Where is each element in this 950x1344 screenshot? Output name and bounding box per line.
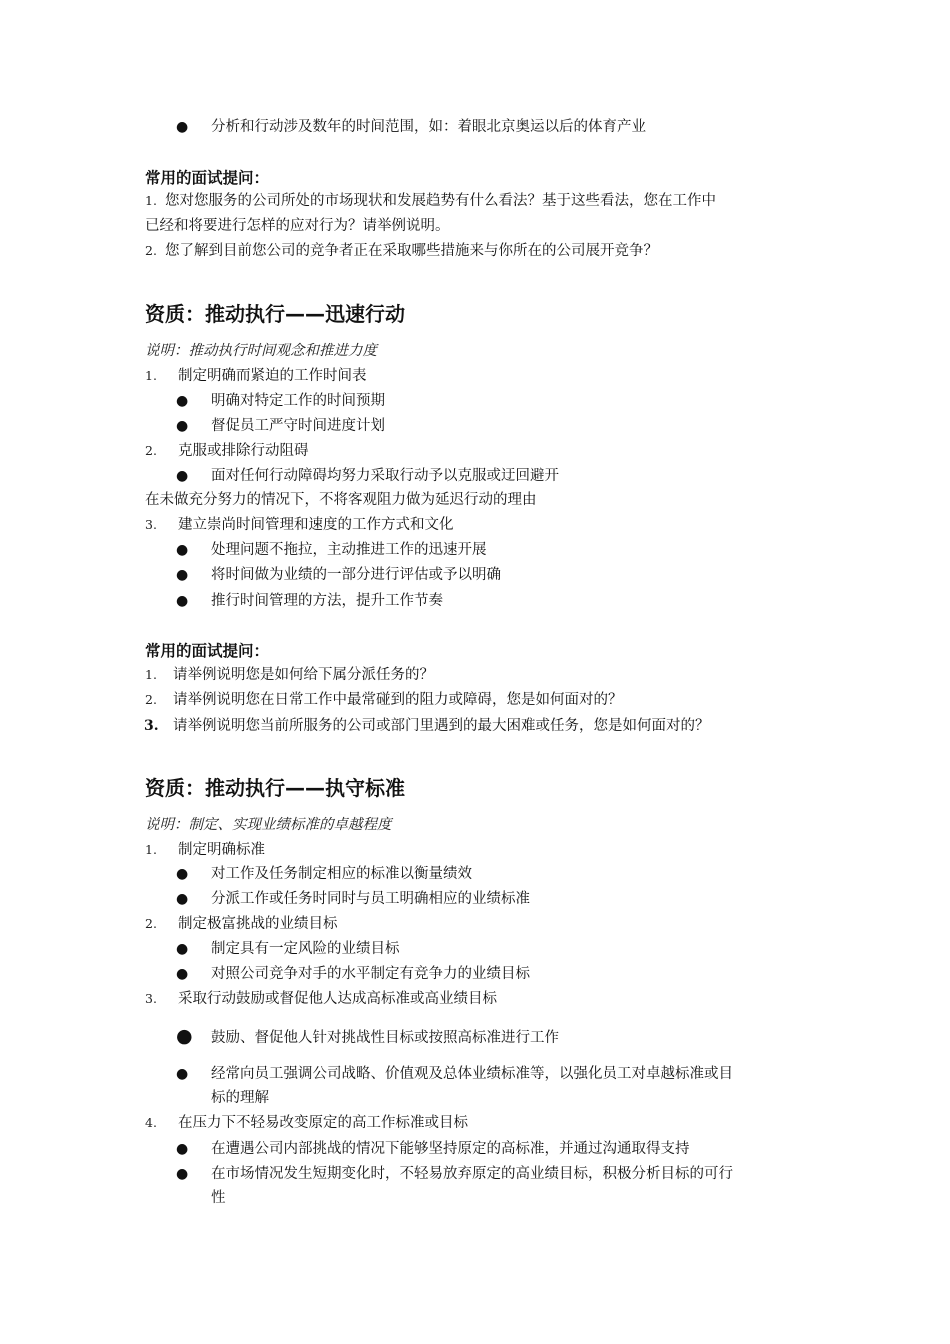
list-item: 分派工作或任务时同时与员工明确相应的业绩标准 bbox=[211, 891, 530, 907]
list-item: 克服或排除行动阻碍 bbox=[178, 443, 309, 459]
list-item-cont: 性 bbox=[211, 1190, 226, 1206]
list-item: 经常向员工强调公司战略、价值观及总体业绩标准等，以强化员工对卓越标准或目 bbox=[211, 1066, 733, 1082]
bullet-icon: ● bbox=[176, 468, 189, 484]
list-item: 在压力下不轻易改变原定的高工作标准或目标 bbox=[178, 1115, 468, 1131]
list-item: 采取行动鼓励或督促他人达成高标准或高业绩目标 bbox=[178, 991, 497, 1007]
bullet-icon: ● bbox=[176, 1141, 189, 1157]
bullet-icon: ● bbox=[176, 119, 189, 135]
list-item: 明确对特定工作的时间预期 bbox=[211, 393, 385, 409]
list-number: 3. bbox=[144, 718, 159, 734]
bullet-icon: ● bbox=[176, 891, 189, 907]
question-text-cont: 已经和将要进行怎样的应对行为？请举例说明。 bbox=[145, 218, 450, 234]
questions-heading: 常用的面试提问： bbox=[145, 169, 270, 187]
list-item: 面对任何行动障碍均努力采取行动予以克服或迂回避开 bbox=[211, 468, 559, 484]
bullet-icon: ● bbox=[176, 593, 189, 609]
list-number: 2. bbox=[145, 443, 157, 458]
section-title: 资质：推动执行——迅速行动 bbox=[145, 302, 405, 326]
section-note: 说明：推动执行时间观念和推进力度 bbox=[145, 343, 377, 359]
section-note: 说明：制定、实现业绩标准的卓越程度 bbox=[145, 817, 392, 833]
question-text: 您对您服务的公司所处的市场现状和发展趋势有什么看法？基于这些看法，您在工作中 bbox=[165, 193, 716, 209]
list-item: 制定明确标准 bbox=[178, 842, 265, 858]
list-item: 督促员工严守时间进度计划 bbox=[211, 418, 385, 434]
bullet-icon: ● bbox=[176, 567, 189, 583]
bullet-icon: ● bbox=[176, 1025, 193, 1047]
list-item-cont: 标的理解 bbox=[211, 1090, 269, 1106]
list-item: 制定明确而紧迫的工作时间表 bbox=[178, 368, 367, 384]
bullet-icon: ● bbox=[176, 941, 189, 957]
question-text: 请举例说明您在日常工作中最常碰到的阻力或障碍，您是如何面对的？ bbox=[173, 692, 623, 708]
list-item: 分析和行动涉及数年的时间范围，如：着眼北京奥运以后的体育产业 bbox=[211, 119, 646, 135]
list-number: 1. bbox=[145, 193, 157, 208]
list-number: 2. bbox=[145, 916, 157, 931]
question-text: 请举例说明您当前所服务的公司或部门里遇到的最大困难或任务，您是如何面对的？ bbox=[173, 718, 710, 734]
list-number: 4. bbox=[145, 1115, 157, 1130]
list-item: 在市场情况发生短期变化时，不轻易放弃原定的高业绩目标，积极分析目标的可行 bbox=[211, 1166, 733, 1182]
list-item: 鼓励、督促他人针对挑战性目标或按照高标准进行工作 bbox=[211, 1030, 559, 1046]
list-item: 制定极富挑战的业绩目标 bbox=[178, 916, 338, 932]
list-number: 2. bbox=[145, 243, 157, 258]
list-item: 处理问题不拖拉，主动推进工作的迅速开展 bbox=[211, 542, 487, 558]
bullet-icon: ● bbox=[176, 1066, 189, 1082]
list-item: 在遭遇公司内部挑战的情况下能够坚持原定的高标准，并通过沟通取得支持 bbox=[211, 1141, 690, 1157]
bullet-icon: ● bbox=[176, 1166, 189, 1182]
bullet-icon: ● bbox=[176, 393, 189, 409]
list-item: 推行时间管理的方法，提升工作节奏 bbox=[211, 593, 443, 609]
paragraph-text: 在未做充分努力的情况下，不将客观阻力做为延迟行动的理由 bbox=[145, 492, 537, 508]
list-number: 3. bbox=[145, 517, 157, 532]
list-item: 对照公司竞争对手的水平制定有竞争力的业绩目标 bbox=[211, 966, 530, 982]
list-item: 对工作及任务制定相应的标准以衡量绩效 bbox=[211, 866, 472, 882]
question-text: 请举例说明您是如何给下属分派任务的？ bbox=[173, 667, 434, 683]
bullet-icon: ● bbox=[176, 966, 189, 982]
section-title: 资质：推动执行——执守标准 bbox=[145, 776, 405, 800]
list-number: 1. bbox=[145, 667, 157, 682]
list-item: 建立崇尚时间管理和速度的工作方式和文化 bbox=[178, 517, 454, 533]
list-number: 3. bbox=[145, 991, 157, 1006]
questions-heading: 常用的面试提问： bbox=[145, 642, 270, 660]
question-text: 您了解到目前您公司的竞争者正在采取哪些措施来与你所在的公司展开竞争？ bbox=[165, 243, 658, 259]
list-number: 1. bbox=[145, 368, 157, 383]
list-item: 将时间做为业绩的一部分进行评估或予以明确 bbox=[211, 567, 501, 583]
bullet-icon: ● bbox=[176, 542, 189, 558]
bullet-icon: ● bbox=[176, 866, 189, 882]
bullet-icon: ● bbox=[176, 418, 189, 434]
list-item: 制定具有一定风险的业绩目标 bbox=[211, 941, 400, 957]
list-number: 1. bbox=[145, 842, 157, 857]
list-number: 2. bbox=[145, 692, 157, 707]
